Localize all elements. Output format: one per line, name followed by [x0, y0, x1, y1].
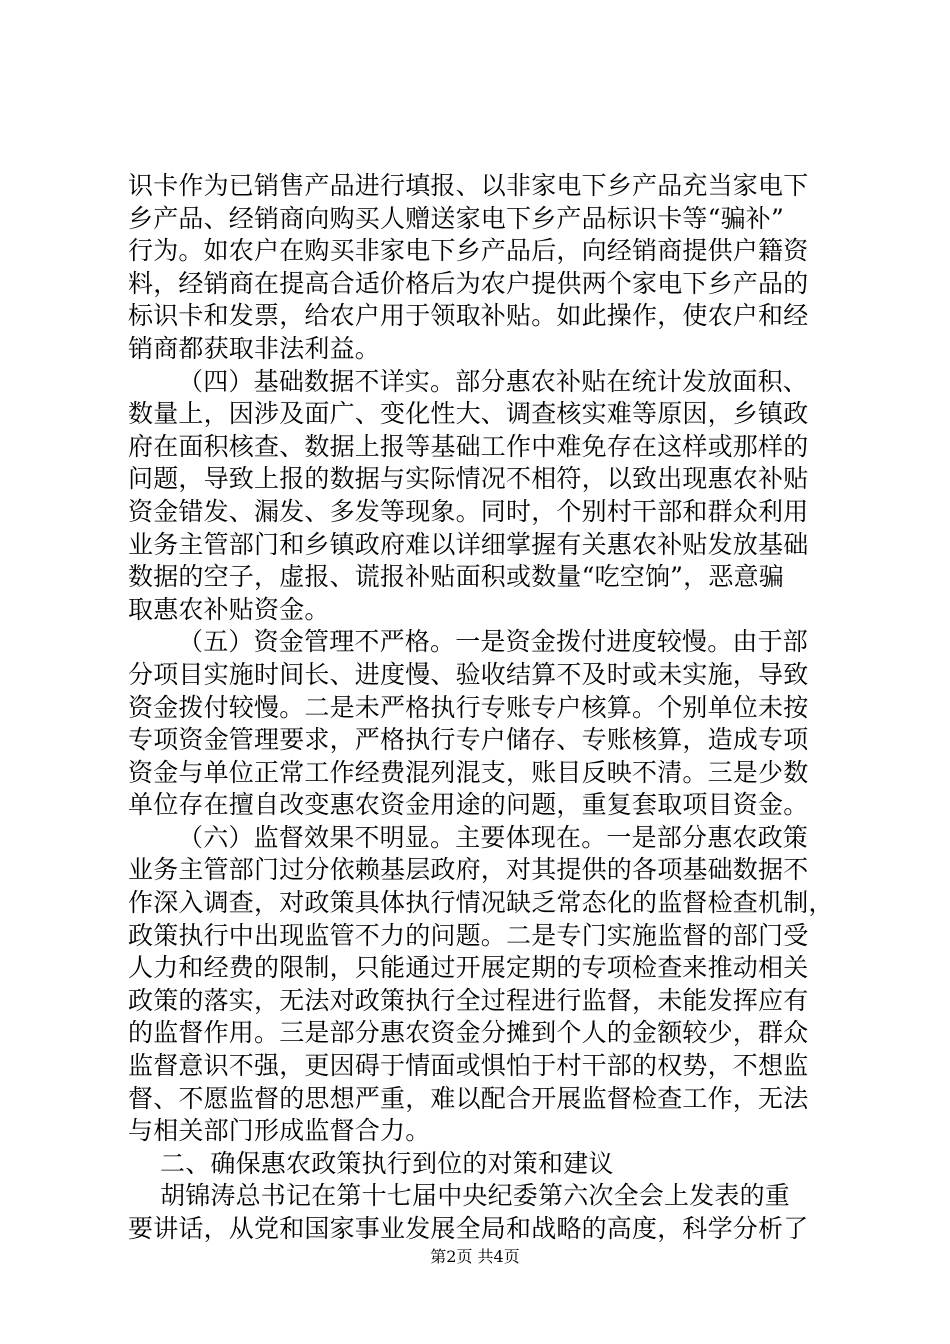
text-line: 政策执行中出现监管不力的问题。二是专门实施监督的部门受	[128, 920, 809, 950]
chapter-heading-2: 二、确保惠农政策执行到位的对策和建议	[160, 1148, 614, 1178]
document-body	[128, 170, 834, 1246]
text-line: 取惠农补贴资金。	[128, 594, 330, 624]
text-line: 行为。如农户在购买非家电下乡产品后，向经销商提供户籍资	[128, 236, 809, 266]
text-line: 问题，导致上报的数据与实际情况不相符，以致出现惠农补贴	[128, 464, 809, 494]
text-line: 政策的落实，无法对政策执行全过程进行监督，未能发挥应有	[128, 985, 809, 1015]
text-line: 标识卡和发票，给农户用于领取补贴。如此操作，使农户和经	[128, 301, 809, 331]
text-line: 数据的空子，虚报、谎报补贴面积或数量“吃空饷”，恶意骗	[128, 562, 784, 592]
text-line: 人力和经费的限制，只能通过开展定期的专项检查来推动相关	[128, 953, 809, 983]
text-line: 资金与单位正常工作经费混列混支，账目反映不清。三是少数	[128, 757, 809, 787]
text-line: 资金错发、漏发、多发等现象。同时，个别村干部和群众利用	[128, 496, 809, 526]
section-heading-5: （五）资金管理不严格。一是资金拨付进度较慢。由于部	[178, 627, 809, 657]
text-line: 府在面积核查、数据上报等基础工作中难免存在这样或那样的	[128, 431, 809, 461]
page-number-footer: 第2页 共4页	[430, 1247, 520, 1266]
text-line: 识卡作为已销售产品进行填报、以非家电下乡产品充当家电下	[128, 171, 809, 200]
text-line: 的监督作用。三是部分惠农资金分摊到个人的金额较少，群众	[128, 1018, 809, 1048]
text-line: 业务主管部门过分依赖基层政府，对其提供的各项基础数据不	[128, 855, 809, 885]
text-line: 督、不愿监督的思想严重，难以配合开展监督检查工作，无法	[128, 1083, 809, 1113]
text-line: 分项目实施时间长、进度慢、验收结算不及时或未实施，导致	[128, 659, 809, 689]
text-line: 要讲话，从党和国家事业发展全局和战略的高度，科学分析了	[128, 1214, 809, 1243]
text-line: 与相关部门形成监督合力。	[128, 1116, 431, 1146]
text-line: 资金拨付较慢。二是未严格执行专账专户核算。个别单位未按	[128, 692, 809, 722]
section-heading-6: （六）监督效果不明显。主要体现在。一是部分惠农政策	[178, 822, 809, 852]
text-line: 单位存在擅自改变惠农资金用途的问题，重复套取项目资金。	[128, 790, 809, 820]
text-line: 料，经销商在提高合适价格后为农户提供两个家电下乡产品的	[128, 268, 809, 298]
text-line: 业务主管部门和乡镇政府难以详细掌握有关惠农补贴发放基础	[128, 529, 809, 559]
text-line: 销商都获取非法利益。	[128, 333, 381, 363]
text-line: 专项资金管理要求，严格执行专户储存、专账核算，造成专项	[128, 725, 809, 755]
text-line: 乡产品、经销商向购买人赠送家电下乡产品标识卡等“骗补”	[128, 203, 784, 233]
text-line: 监督意识不强，更因碍于情面或惧怕于村干部的权势，不想监	[128, 1051, 809, 1081]
text-line: 胡锦涛总书记在第十七届中央纪委第六次全会上发表的重	[160, 1181, 791, 1211]
text-line: 作深入调查，对政策具体执行情况缺乏常态化的监督检查机制，	[128, 888, 834, 918]
section-heading-4: （四）基础数据不详实。部分惠农补贴在统计发放面积、	[178, 366, 809, 396]
text-line: 数量上，因涉及面广、变化性大、调查核实难等原因，乡镇政	[128, 399, 809, 429]
